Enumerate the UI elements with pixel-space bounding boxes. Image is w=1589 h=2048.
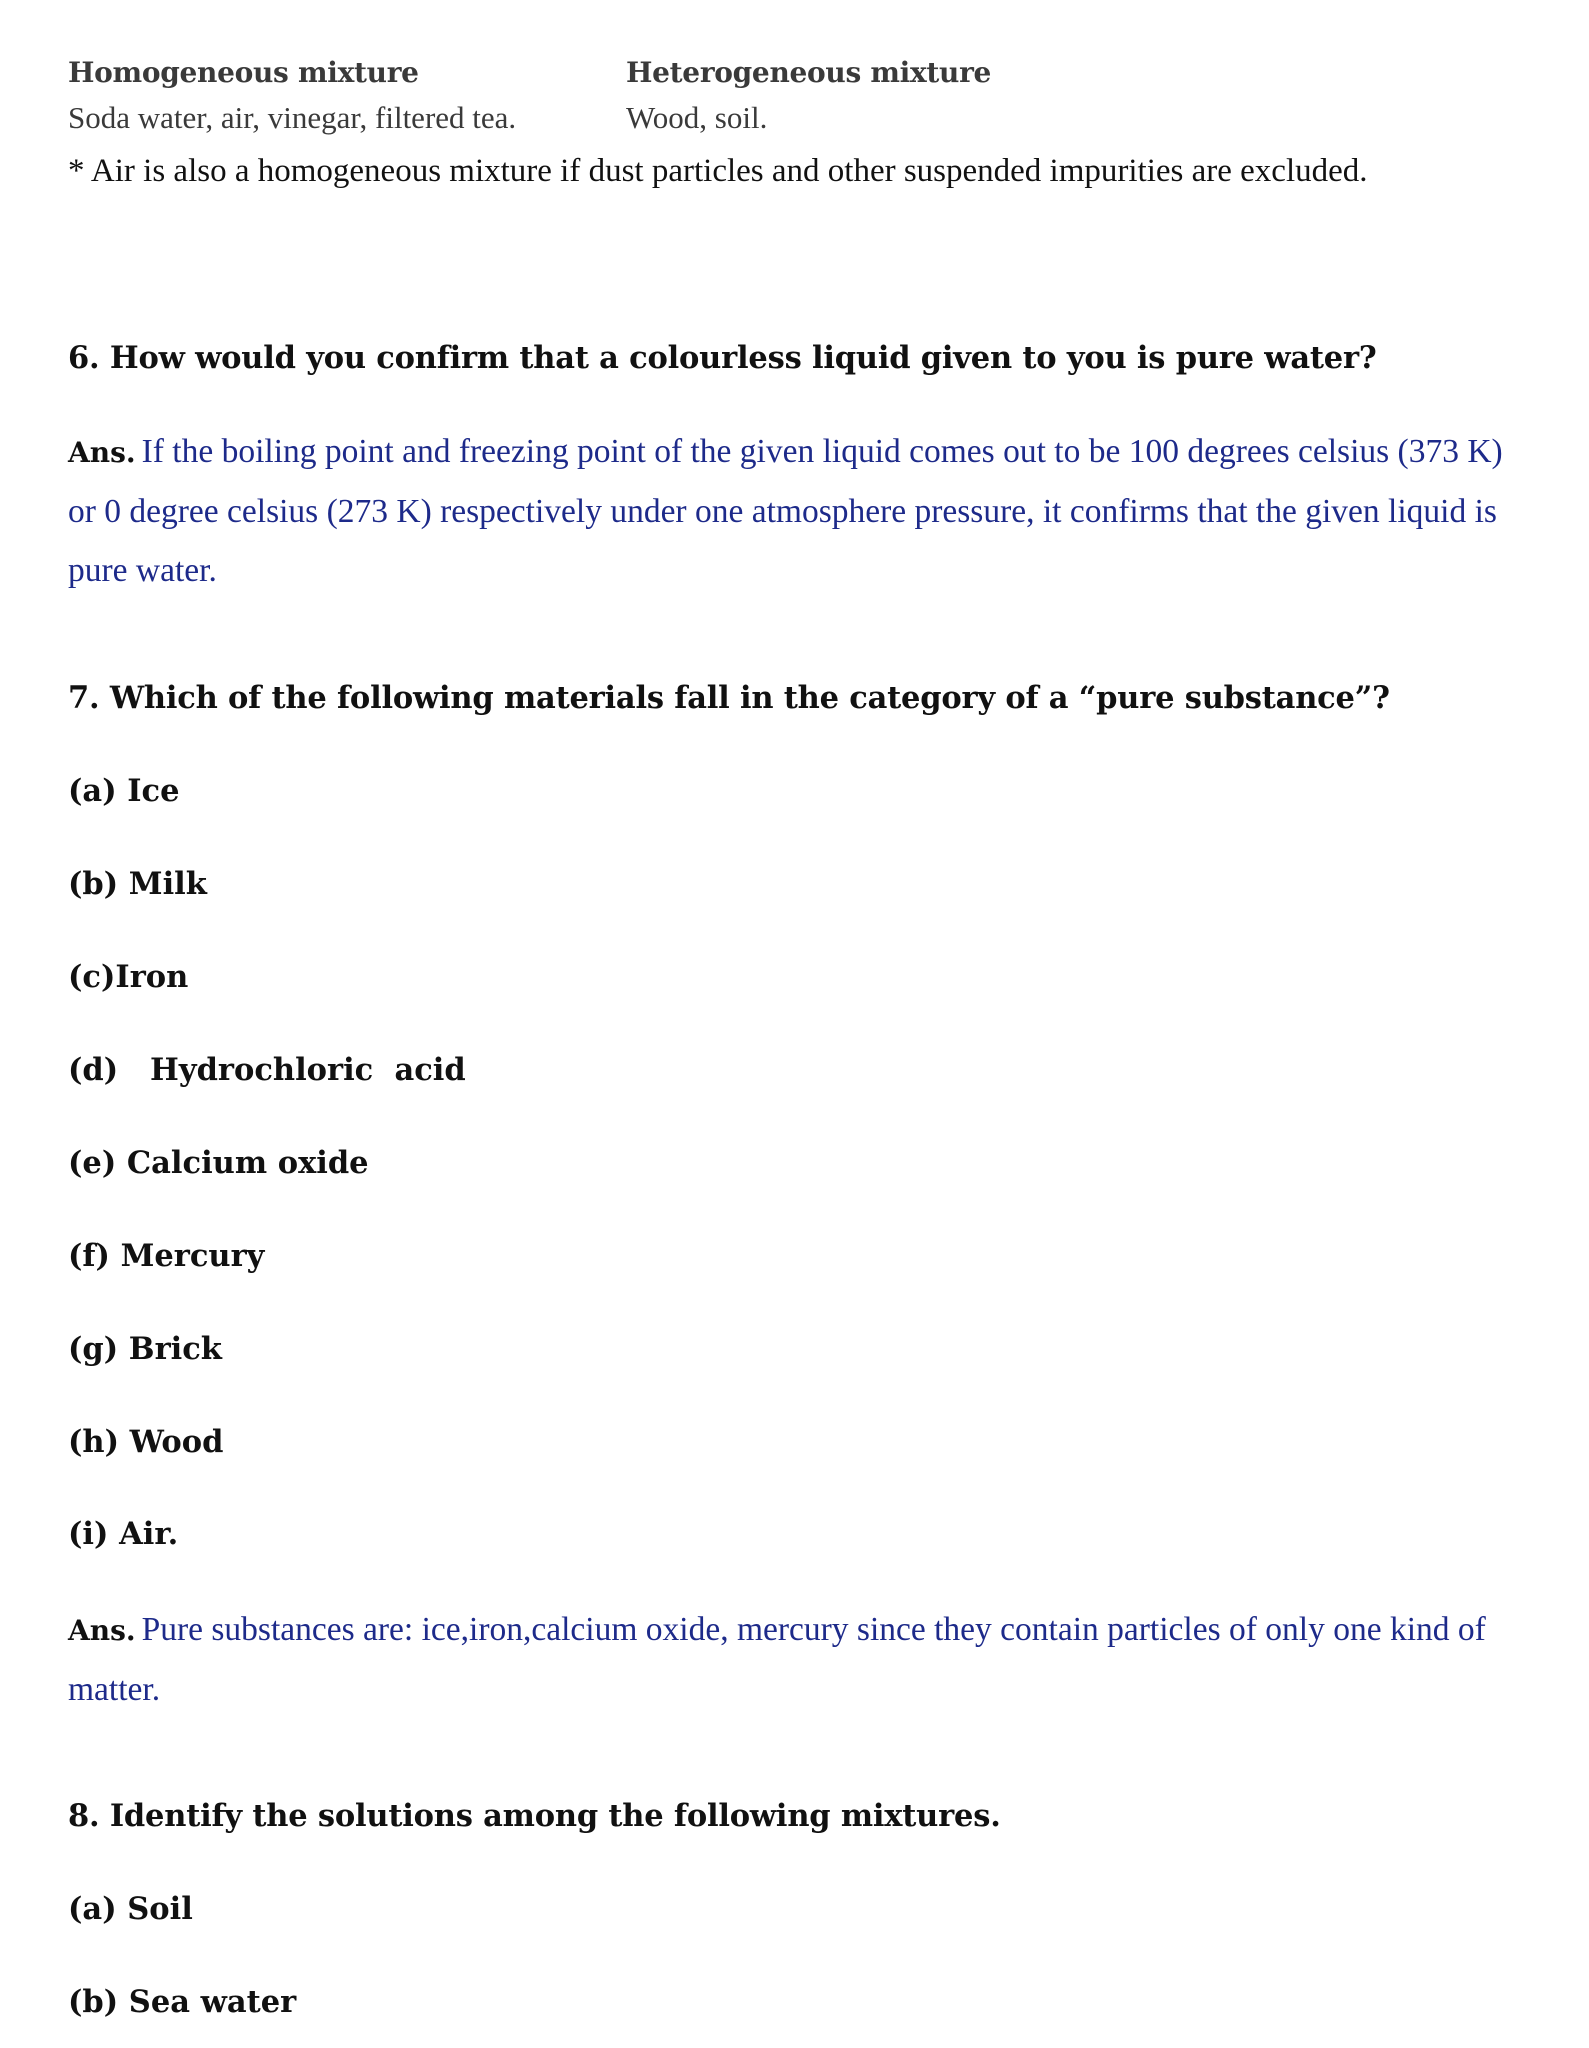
option-e-calcium-oxide: (e) Calcium oxide [68, 1145, 369, 1181]
homogeneous-header: Homogeneous mixture [68, 56, 419, 89]
option-c-iron: (c)Iron [68, 959, 189, 995]
answer-7 [68, 1600, 1528, 1719]
question-8: 8. Identify the solutions among the following mixtures. [68, 1798, 1001, 1834]
option-b-milk: (b) Milk [68, 866, 207, 902]
question-7: 7. Which of the following materials fall in the category of a “pure substance”? [68, 680, 1390, 716]
option-a-ice: (a) Ice [68, 773, 180, 809]
air-note: * Air is also a homogeneous mixture if dust particles and other suspended impurities are excluded. [68, 153, 1368, 189]
option-i-air: (i) Air. [68, 1516, 179, 1552]
option-b-sea-water: (b) Sea water [68, 1984, 297, 2020]
answer-label: Ans. [68, 1614, 136, 1647]
answer-label: Ans. [68, 436, 136, 469]
homogeneous-examples: Soda water, air, vinegar, filtered tea. [68, 100, 517, 135]
option-a-soil: (a) Soil [68, 1891, 193, 1927]
option-f-mercury: (f) Mercury [68, 1238, 265, 1274]
heterogeneous-header: Heterogeneous mixture [626, 56, 992, 89]
option-d-hydrochloric-acid: (d) Hydrochloric acid [68, 1052, 466, 1088]
answer-7-text: Pure substances are: ice,iron,calcium oxide, mercury since they contain particles of only one kind of matter. [68, 1611, 1486, 1708]
heterogeneous-examples: Wood, soil. [626, 100, 768, 135]
option-g-brick: (g) Brick [68, 1331, 222, 1367]
answer-6-text: If the boiling point and freezing point of the given liquid comes out to be 100 degrees celsius (373 K) or 0 degree celsius (273 K) respectively under one atmosphere pressure, it confirms that the given liquid is pure water. [68, 433, 1503, 589]
option-h-wood: (h) Wood [68, 1424, 224, 1460]
question-6: 6. How would you confirm that a colourless liquid given to you is pure water? [68, 340, 1377, 376]
answer-6 [68, 422, 1528, 600]
